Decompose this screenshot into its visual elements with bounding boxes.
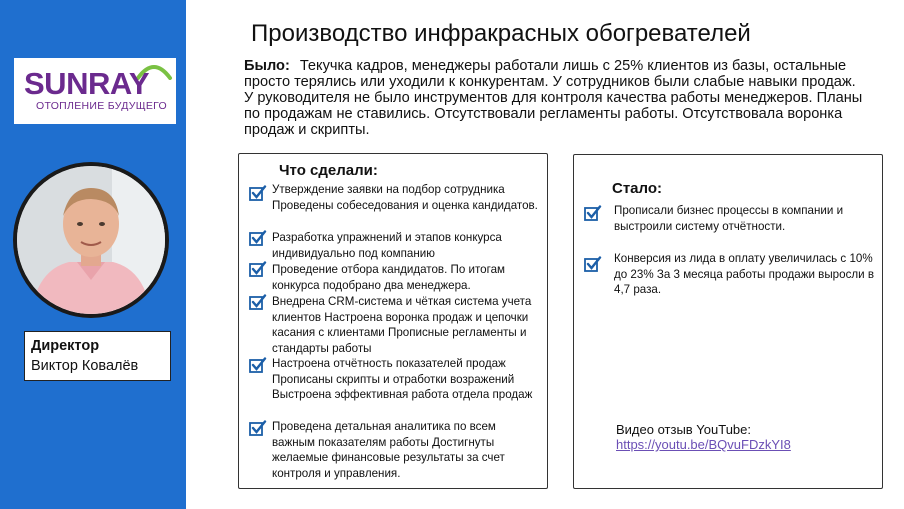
after-item-2: Конверсия из лида в оплату увеличилась с 10% до 23% За 3 месяца работы продажи выросли в 4,7 раза. bbox=[614, 252, 874, 297]
done-item-5: Настроена отчётность показателей продаж Прописаны скрипты и отработки возражений Выстроена эффективная работа отдела продаж bbox=[272, 357, 533, 402]
logo-brand-text: SUNRAY bbox=[24, 66, 150, 101]
checkbox-checked-icon bbox=[249, 294, 267, 310]
checkbox-checked-icon bbox=[584, 256, 602, 272]
done-item-6: Проведена детальная аналитика по всем важным показателям работы Достигнуты желаемые финансовые результаты за счет контроля и управления. bbox=[272, 420, 505, 480]
company-logo bbox=[14, 58, 176, 124]
done-item-1: Утверждение заявки на подбор сотрудника Проведены собеседования и оценка кандидатов. bbox=[272, 183, 538, 212]
done-box bbox=[238, 153, 548, 489]
director-role: Директор bbox=[31, 338, 100, 354]
checkbox-checked-icon bbox=[249, 230, 267, 246]
done-item-3: Проведение отбора кандидатов. По итогам конкурса подобрано два менеджера. bbox=[272, 263, 506, 292]
person-portrait-icon bbox=[17, 166, 165, 314]
after-heading: Стало: bbox=[612, 180, 663, 197]
director-photo bbox=[13, 162, 169, 318]
page-title: Производство инфракрасных обогревателей bbox=[251, 20, 751, 47]
checkbox-checked-icon bbox=[584, 205, 602, 221]
checkbox-checked-icon bbox=[249, 261, 267, 277]
done-heading: Что сделали: bbox=[279, 162, 378, 179]
director-name-card bbox=[24, 331, 171, 381]
before-text: Текучка кадров, менеджеры работали лишь с 25% клиентов из базы, остальные просто терялись или уходили к конкурентам. У сотрудников были слабые навыки продаж. У руководителя не было инструментов для контроля качества работы менеджеров. Планы по продажам не ставились. Отсутствовали регламенты работы. Отсутствовала воронка продаж и скрипты. bbox=[244, 58, 863, 138]
before-label: Было: bbox=[244, 58, 290, 74]
checkbox-checked-icon bbox=[249, 357, 267, 373]
done-item-2: Разработка упражнений и этапов конкурса индивидуально под компанию bbox=[272, 231, 502, 260]
done-item-4: Внедрена CRM-система и чёткая система учета клиентов Настроена воронка продаж и цепочки касания с клиентами Прописные регламенты и стандарты работы bbox=[272, 295, 532, 355]
director-name: Виктор Ковалёв bbox=[31, 358, 139, 374]
checkbox-checked-icon bbox=[249, 420, 267, 436]
checkbox-checked-icon bbox=[249, 185, 267, 201]
before-section bbox=[244, 58, 864, 138]
video-review-label: Видео отзыв YouTube: bbox=[616, 422, 752, 437]
after-item-1: Прописали бизнес процессы в компании и выстроили систему отчётности. bbox=[614, 204, 844, 233]
logo-tagline: ОТОПЛЕНИЕ БУДУЩЕГО bbox=[36, 100, 168, 112]
youtube-link[interactable]: https://youtu.be/BQvuFDzkYI8 bbox=[616, 437, 791, 452]
